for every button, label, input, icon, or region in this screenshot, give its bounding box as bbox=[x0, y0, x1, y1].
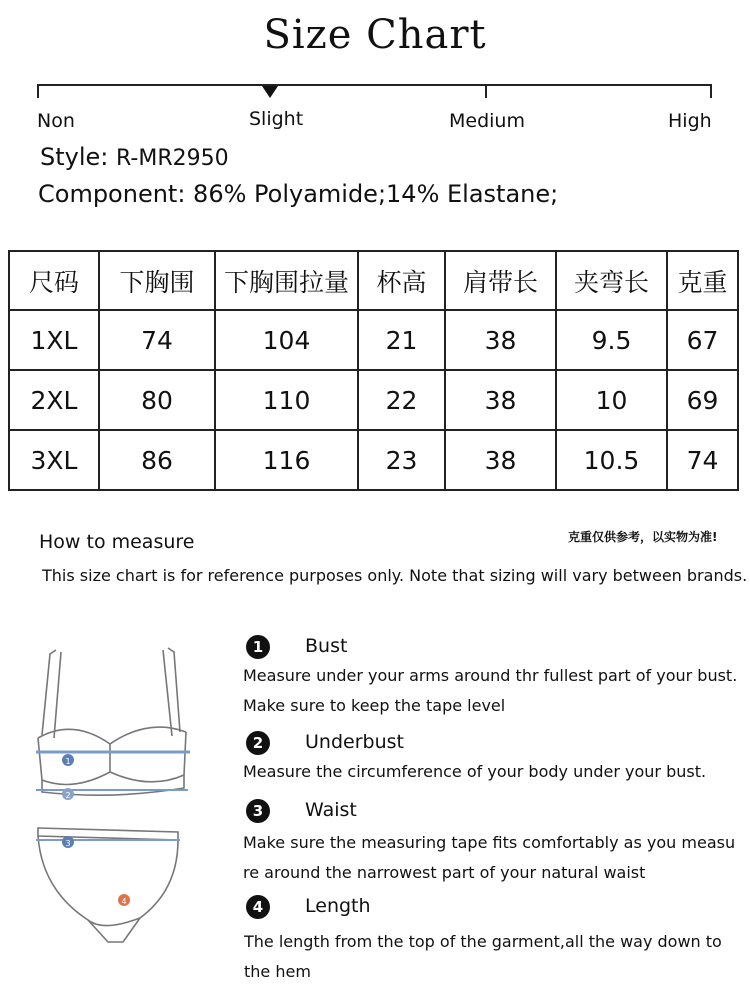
step-number-icon: 3 bbox=[246, 799, 270, 823]
table-cell: 38 bbox=[445, 310, 556, 370]
header-cell: 尺码 bbox=[9, 251, 99, 310]
marker-4-label: 4 bbox=[121, 897, 127, 906]
header-cell: 夹弯长 bbox=[556, 251, 667, 310]
stretch-scale-line bbox=[37, 84, 712, 86]
table-cell: 74 bbox=[99, 310, 215, 370]
header-cell: 杯高 bbox=[358, 251, 445, 310]
briefs-outline bbox=[38, 828, 178, 942]
table-cell: 22 bbox=[358, 370, 445, 430]
table-cell: 116 bbox=[215, 430, 358, 490]
stretch-label-high: High bbox=[668, 110, 712, 132]
table-cell: 3XL bbox=[9, 430, 99, 490]
table-row bbox=[9, 310, 738, 370]
how-to-measure-title: How to measure bbox=[39, 531, 195, 553]
bra-outline bbox=[38, 648, 186, 795]
stretch-label-medium: Medium bbox=[449, 110, 525, 132]
table-row bbox=[9, 370, 738, 430]
style-line bbox=[40, 143, 229, 171]
header-cell: 下胸围 bbox=[99, 251, 215, 310]
table-cell: 74 bbox=[667, 430, 738, 490]
stretch-label-non: Non bbox=[37, 110, 75, 132]
page-title: Size Chart bbox=[263, 12, 487, 58]
table-cell: 38 bbox=[445, 430, 556, 490]
stretch-tick-high bbox=[710, 84, 712, 98]
table-cell: 110 bbox=[215, 370, 358, 430]
stretch-tick-non bbox=[37, 84, 39, 98]
header-cell: 肩带长 bbox=[445, 251, 556, 310]
size-table bbox=[8, 250, 739, 491]
weight-note: 克重仅供参考，以实物为准! bbox=[568, 530, 718, 544]
stretch-label-slight: Slight bbox=[249, 108, 304, 130]
table-cell: 23 bbox=[358, 430, 445, 490]
step-text: The length from the top of the garment,all the way down to bbox=[244, 932, 722, 951]
step-title: Underbust bbox=[305, 731, 404, 753]
step-text: Measure under your arms around thr fullest part of your bust. bbox=[243, 666, 738, 685]
stretch-selected-marker bbox=[262, 86, 278, 98]
step-text: Measure the circumference of your body under your bust. bbox=[243, 762, 707, 781]
table-header-row bbox=[9, 251, 738, 310]
header-cell: 下胸围拉量 bbox=[215, 251, 358, 310]
table-cell: 67 bbox=[667, 310, 738, 370]
step-text: re around the narrowest part of your natural waist bbox=[243, 863, 646, 882]
table-cell: 1XL bbox=[9, 310, 99, 370]
table-cell: 10 bbox=[556, 370, 667, 430]
table-cell: 38 bbox=[445, 370, 556, 430]
table-cell: 104 bbox=[215, 310, 358, 370]
table-cell: 21 bbox=[358, 310, 445, 370]
table-cell: 10.5 bbox=[556, 430, 667, 490]
step-text: the hem bbox=[244, 962, 311, 981]
marker-3-label: 3 bbox=[65, 839, 71, 848]
garment-illustration bbox=[28, 640, 198, 970]
table-cell: 80 bbox=[99, 370, 215, 430]
disclaimer-text: This size chart is for reference purposes only. Note that sizing will vary between brands. bbox=[42, 566, 748, 585]
table-cell: 2XL bbox=[9, 370, 99, 430]
step-text: Make sure to keep the tape level bbox=[243, 696, 506, 715]
step-title: Length bbox=[305, 895, 371, 917]
step-number-icon: 4 bbox=[246, 895, 270, 919]
header-cell: 克重 bbox=[667, 251, 738, 310]
table-row bbox=[9, 430, 738, 490]
stretch-tick-medium bbox=[485, 84, 487, 98]
step-title: Waist bbox=[305, 799, 357, 821]
step-text: Make sure the measuring tape fits comfortably as you measu bbox=[243, 833, 736, 852]
style-label: Style: bbox=[40, 143, 109, 171]
component-line: Component: 86% Polyamide;14% Elastane; bbox=[38, 180, 559, 208]
style-value: R-MR2950 bbox=[116, 146, 229, 171]
table-cell: 86 bbox=[99, 430, 215, 490]
table-cell: 9.5 bbox=[556, 310, 667, 370]
step-number-icon: 2 bbox=[246, 731, 270, 755]
marker-1-label: 1 bbox=[65, 757, 71, 766]
step-number-icon: 1 bbox=[246, 635, 270, 659]
marker-2-label: 2 bbox=[65, 791, 71, 800]
step-title: Bust bbox=[305, 635, 348, 657]
table-cell: 69 bbox=[667, 370, 738, 430]
